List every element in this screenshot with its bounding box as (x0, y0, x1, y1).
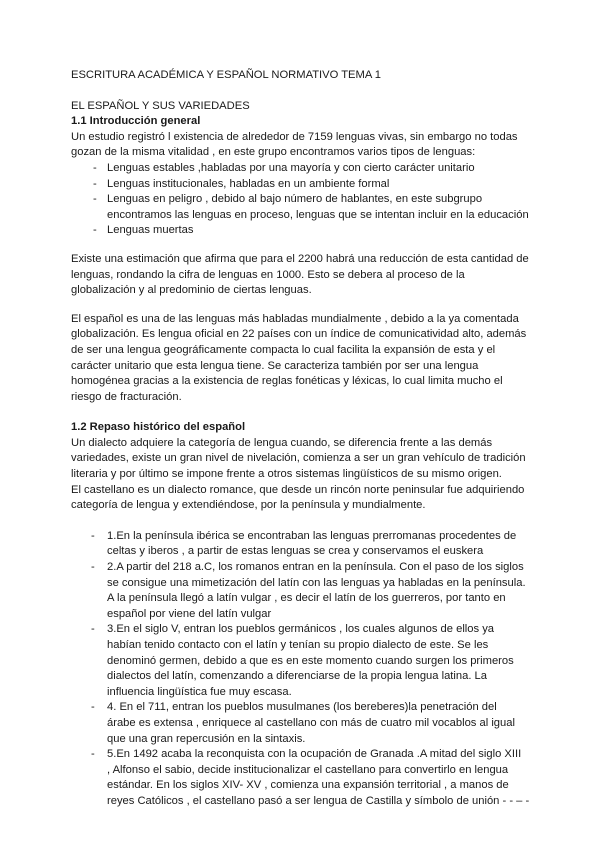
dash-bullet: - (93, 193, 97, 206)
list-item (71, 177, 541, 193)
dash-bullet: - (93, 177, 97, 190)
text-line: carácter unitario que esta lengua tiene. Se caracteriza también por ser una lengua (71, 359, 479, 372)
list-item-line: Lenguas estables ,habladas por una mayoría y con cierto carácter unitario (107, 161, 475, 174)
dash-bullet: - (91, 623, 95, 636)
document-title: ESCRITURA ACADÉMICA Y ESPAÑOL NORMATIVO TEMA 1 (71, 69, 382, 81)
text-line: homogénea gracias a la existencia de reglas fonéticas y léxicas, lo cual limita mucho el (71, 375, 503, 388)
list-item-line: árabe es extensa , enriquece al castellano con más de cuatro mil vocablos al igual (107, 716, 515, 729)
document-page (71, 68, 541, 810)
list-item-line: estándar. En los siglos XIV- XV , comienza una expansión territorial , a manos de (107, 779, 509, 792)
text-line: variedades, existe un gran nivel de nivelación, comienza a ser un gran vehículo de tradición (71, 452, 526, 465)
list-item-line: se consigue una mimetización del latín con las lenguas ya habladas en la península. (107, 576, 526, 589)
dash-bullet: - (93, 224, 97, 237)
spanish-paragraph (71, 312, 541, 406)
list-item-line: 3.En el siglo V, entran los pueblos germánicos , los cuales algunos de ellos ya (107, 623, 495, 636)
text-line: lenguas, rondando la cifra de lenguas en 1000. Esto se debera al proceso de la (71, 268, 465, 281)
dash-bullet: - (93, 161, 97, 174)
list-item (71, 529, 541, 560)
list-item-line: Lenguas muertas (107, 224, 194, 237)
text-line: categoría de lengua y extendiéndose, por la península y mundialmente. (71, 499, 426, 512)
heading-intro: 1.1 Introducción general (71, 115, 201, 128)
text-line: riesgo de fracturación. (71, 390, 182, 403)
list-item-line: 2.A partir del 218 a.C, los romanos entran en la península. Con el paso de los siglos (107, 561, 524, 574)
list-item-line: influencia lingüística fue muy escasa. (107, 685, 292, 698)
list-item-line: 4. En el 711, entran los pueblos musulmanes (los bereberes)la penetración del (107, 701, 497, 714)
list-item-line: Lenguas institucionales, habladas en un ambiente formal (107, 177, 390, 190)
list-item (71, 560, 541, 622)
text-line: Existe una estimación que afirma que para el 2200 habrá una reducción de esta cantidad de (71, 252, 529, 265)
list-item-line: 5.En 1492 acaba la reconquista con la ocupación de Granada .A mitad del siglo XIII (107, 748, 522, 761)
list-item (71, 700, 541, 747)
list-item-line: español por viene del latín vulgar (107, 607, 272, 620)
dash-bullet: - (91, 561, 95, 574)
list-item-line: reyes Católicos , el castellano pasó a ser lengua de Castilla y símbolo de unión - - – - (107, 794, 530, 807)
list-item-line: , Alfonso el sabio, decide institucionalizar el castellano para convertirlo en lengua (107, 763, 509, 776)
heading-history: 1.2 Repaso histórico del español (71, 421, 246, 434)
list-item-line: encontramos las lenguas en proceso, lenguas que se intentan incluir en la educación (107, 208, 529, 221)
text-line: de ser una lengua geográficamente compacta lo cual facilita la expansión de esta y el (71, 343, 496, 356)
list-item (71, 223, 541, 239)
language-types-list (71, 161, 541, 239)
text-line: globalización. Es lengua oficial en 22 países con un índice de comunicatividad alto, además (71, 328, 527, 341)
text-line: Un estudio registró l existencia de alrededor de 7159 lenguas vivas, sin embargo no todas (71, 130, 518, 143)
list-item-line: Lenguas en peligro , debido al bajo número de hablantes, en este subgrupo (107, 193, 483, 206)
list-item-line: que una gran repercusión en la sintaxis. (107, 732, 306, 745)
list-item-line: A la península llegó a latín vulgar , es decir el latín de los guerreros, por tanto en (107, 592, 506, 605)
text-line: Un dialecto adquiere la categoría de lengua cuando, se diferencia frente a las demás (71, 436, 493, 449)
text-line: gozan de la misma vitalidad , en este grupo encontramos varios tipos de lenguas: (71, 146, 476, 159)
section-title: EL ESPAÑOL Y SUS VARIEDADES (71, 99, 250, 112)
list-item (71, 747, 541, 809)
text-line: literaria y por último se impone frente a otros sistemas lingüísticos de su mismo origen. (71, 468, 502, 481)
estimate-paragraph (71, 252, 541, 299)
text-line: globalización y al predominio de ciertas lenguas. (71, 284, 312, 297)
history-intro-paragraph (71, 436, 541, 514)
list-item (71, 161, 541, 177)
text-line: El castellano es un dialecto romance, que desde un rincón norte peninsular fue adquiriendo (71, 483, 525, 496)
list-item-line: habían tenido contacto con el latín y tenían su propio dialecto de este. Se les (107, 639, 489, 651)
dash-bullet: - (91, 701, 95, 714)
text-line: El español es una de las lenguas más habladas mundialmente , debido a la ya comentada (71, 312, 519, 325)
list-item-line: 1.En la península ibérica se encontraban las lenguas prerromanas procedentes de (107, 529, 517, 542)
list-item-line: dialectos del latín, comenzando a diferenciarse de la propia lengua latina. La (107, 670, 488, 683)
list-item-line: denominó germen, debido a que es en este momento cuando surgen los primeros (107, 654, 514, 667)
list-item (71, 622, 541, 700)
dash-bullet: - (91, 529, 95, 542)
history-list (71, 529, 541, 810)
list-item-line: celtas y iberos , a partir de estas lenguas se crea y conservamos el euskera (107, 545, 484, 558)
dash-bullet: - (91, 748, 95, 761)
intro-paragraph (71, 130, 541, 161)
list-item (71, 192, 541, 223)
